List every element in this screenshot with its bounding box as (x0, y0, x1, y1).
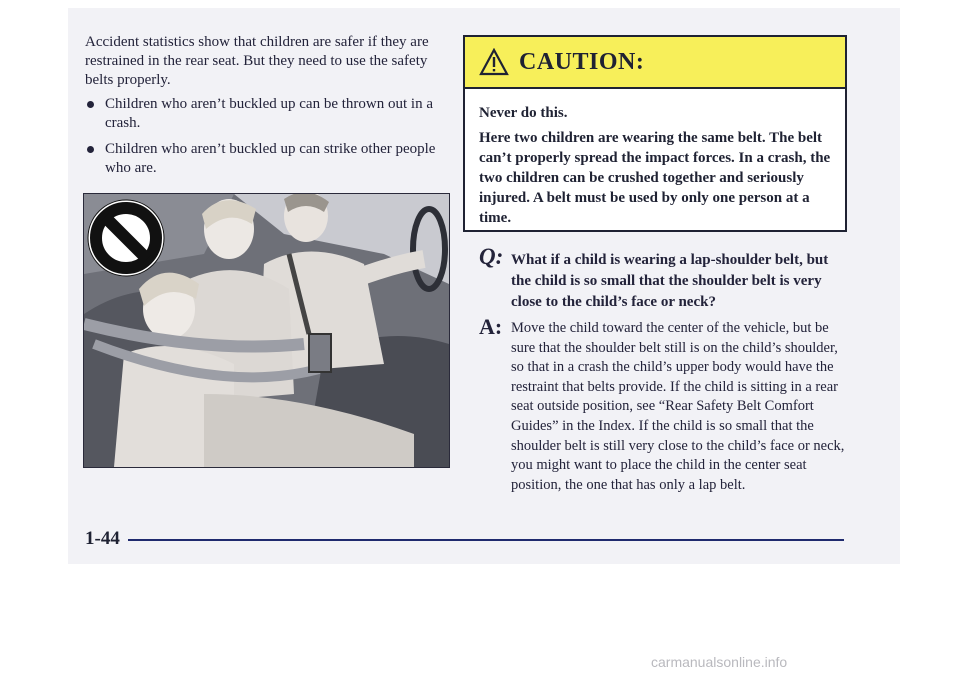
bullet-text: Children who aren’t buckled up can be thrown out in a crash. (105, 96, 433, 131)
bullet-text: Children who aren’t buckled up can strike other people who are. (105, 141, 436, 176)
illustration-drawing (84, 194, 449, 467)
no-symbol-icon (88, 200, 164, 276)
warning-triangle-icon (479, 48, 509, 76)
caution-title: CAUTION: (519, 48, 645, 75)
watermark: carmanualsonline.info (651, 654, 788, 670)
bullet-item (85, 140, 455, 178)
caution-body (465, 89, 845, 228)
children-sharing-belt-illustration (83, 193, 450, 468)
bullet-dot-icon (87, 146, 94, 153)
footer-rule (128, 539, 844, 541)
bullet-item (85, 95, 455, 133)
answer-mark-label: A: (479, 314, 503, 339)
caution-header (465, 37, 845, 89)
page-number: 1-44 (85, 528, 120, 549)
question-mark-label: Q: (479, 244, 504, 269)
question-text: What if a child is wearing a lap-shoulder belt, but the child is so small that the shoulder belt is very close to the child’s face or neck? (511, 252, 829, 310)
caution-paragraph: Here two children are wearing the same belt. The belt can’t properly spread the impact forces. In a crash, the two children can be crushed together and seriously injured. A belt must be used by only one person at a time. (479, 130, 831, 226)
caution-box (463, 35, 847, 232)
intro-paragraph: Accident statistics show that children are safer if they are restrained in the rear seat. But they need to use the safety belts properly. (85, 34, 429, 88)
bullet-list (85, 95, 455, 185)
caution-paragraph: Never do this. (479, 105, 568, 121)
answer-text: Move the child toward the center of the vehicle, but be sure that the shoulder belt still is on the child’s shoulder, so that in a crash the child’s upper body would have the restraint that belts provide. If the child is sitting in a rear seat outside position, see “Rear Safety Belt Comfort Guides” in the Index. If the child is so small that the shoulder belt is still very close to the child’s face or neck, you might want to place the child in the center seat position, the one that has only a lap belt. (511, 320, 845, 493)
bullet-dot-icon (87, 101, 94, 108)
